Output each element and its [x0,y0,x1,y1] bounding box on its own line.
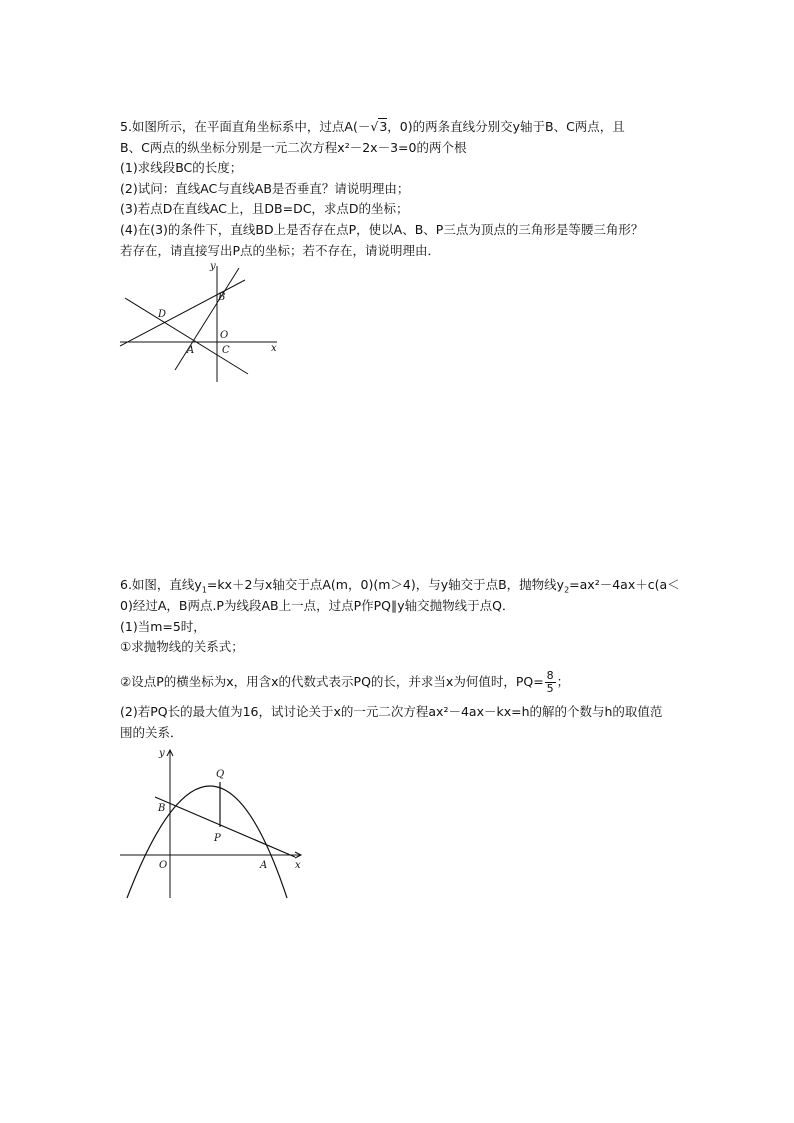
p6-line-ab [155,797,295,857]
sqrt-symbol: √ [370,119,379,134]
p5-question-4a: (4)在(3)的条件下，直线BD上是否存在点P，使以A、B、P三点为顶点的三角形是等腰三角形？ [120,222,644,237]
p6-frac-den: 5 [546,682,554,695]
p6-line-2: 0)经过A，B两点.P为线段AB上一点，过点P作PQ∥y轴交抛物线于点Q． [120,598,515,613]
p5-line-ac [125,298,248,374]
p6-line-5b: ； [556,674,570,689]
p6-label-x: x [295,860,301,871]
p5-question-1: (1)求线段BC的长度； [120,160,243,175]
p6-parabola [127,786,287,898]
p5-label-o: O [220,330,229,341]
p6-label-q: Q [216,769,225,780]
p6-label-b: B [158,803,166,814]
p6-label-o: O [159,860,168,871]
p5-line-1a: 5.如图所示，在平面直角坐标系中，过点A(－ [120,119,371,134]
p6-line-6: (2)若PQ长的最大值为16，试讨论关于x的一元二次方程ax²－4ax－kx=h的解的个数与h的取值范 [120,704,663,719]
p6-line-4: ①求抛物线的关系式； [120,639,244,654]
p5-figure [115,258,290,392]
p5-question-2: (2)试问：直线AC与直线AB是否垂直？请说明理由； [120,181,410,196]
p5-label-y: y [210,261,216,272]
p5-line-1 [120,117,625,137]
p5-label-d: D [158,309,167,320]
p5-label-c: C [222,345,230,356]
p6-label-p: P [214,833,221,844]
p6-line-1c: =ax²－4ax＋c(a＜ [569,577,680,592]
p5-question-4b: 若存在，请直接写出P点的坐标；若不存在，请说明理由． [120,243,441,258]
p6-line-5a: ②设点P的横坐标为x，用含x的代数式表示PQ的长，并求当x为何值时，PQ= [120,674,544,689]
p6-label-y: y [159,748,165,759]
p5-line-1b: ，0)的两条直线分别交y轴于B、C两点，且 [387,119,625,134]
p5-label-x: x [271,343,277,354]
p6-line-7: 围的关系． [120,725,183,740]
p6-line-1b: =kx＋2与x轴交于点A(m，0)(m＞4)，与y轴交于点B，抛物线y [206,577,565,592]
p6-frac-num: 8 [546,669,554,682]
p5-label-a: A [187,345,195,356]
p6-fraction [545,670,556,695]
p6-label-a: A [260,860,268,871]
p5-line-2: B、C两点的纵坐标分别是一元二次方程x²－2x－3=0的两个根 [120,140,467,155]
sqrt-radicand: 3 [379,119,388,134]
p6-sub-2: 2 [564,585,570,595]
p6-line-5 [120,668,569,696]
p6-line-3: (1)当m=5时， [120,619,206,634]
p6-figure [115,743,315,907]
p5-question-3: (3)若点D在直线AC上，且DB=DC，求点D的坐标； [120,201,409,216]
p6-line-1a: 6.如图，直线y [120,577,202,592]
p6-sub-1: 1 [201,585,207,595]
p5-label-b: B [218,292,226,303]
